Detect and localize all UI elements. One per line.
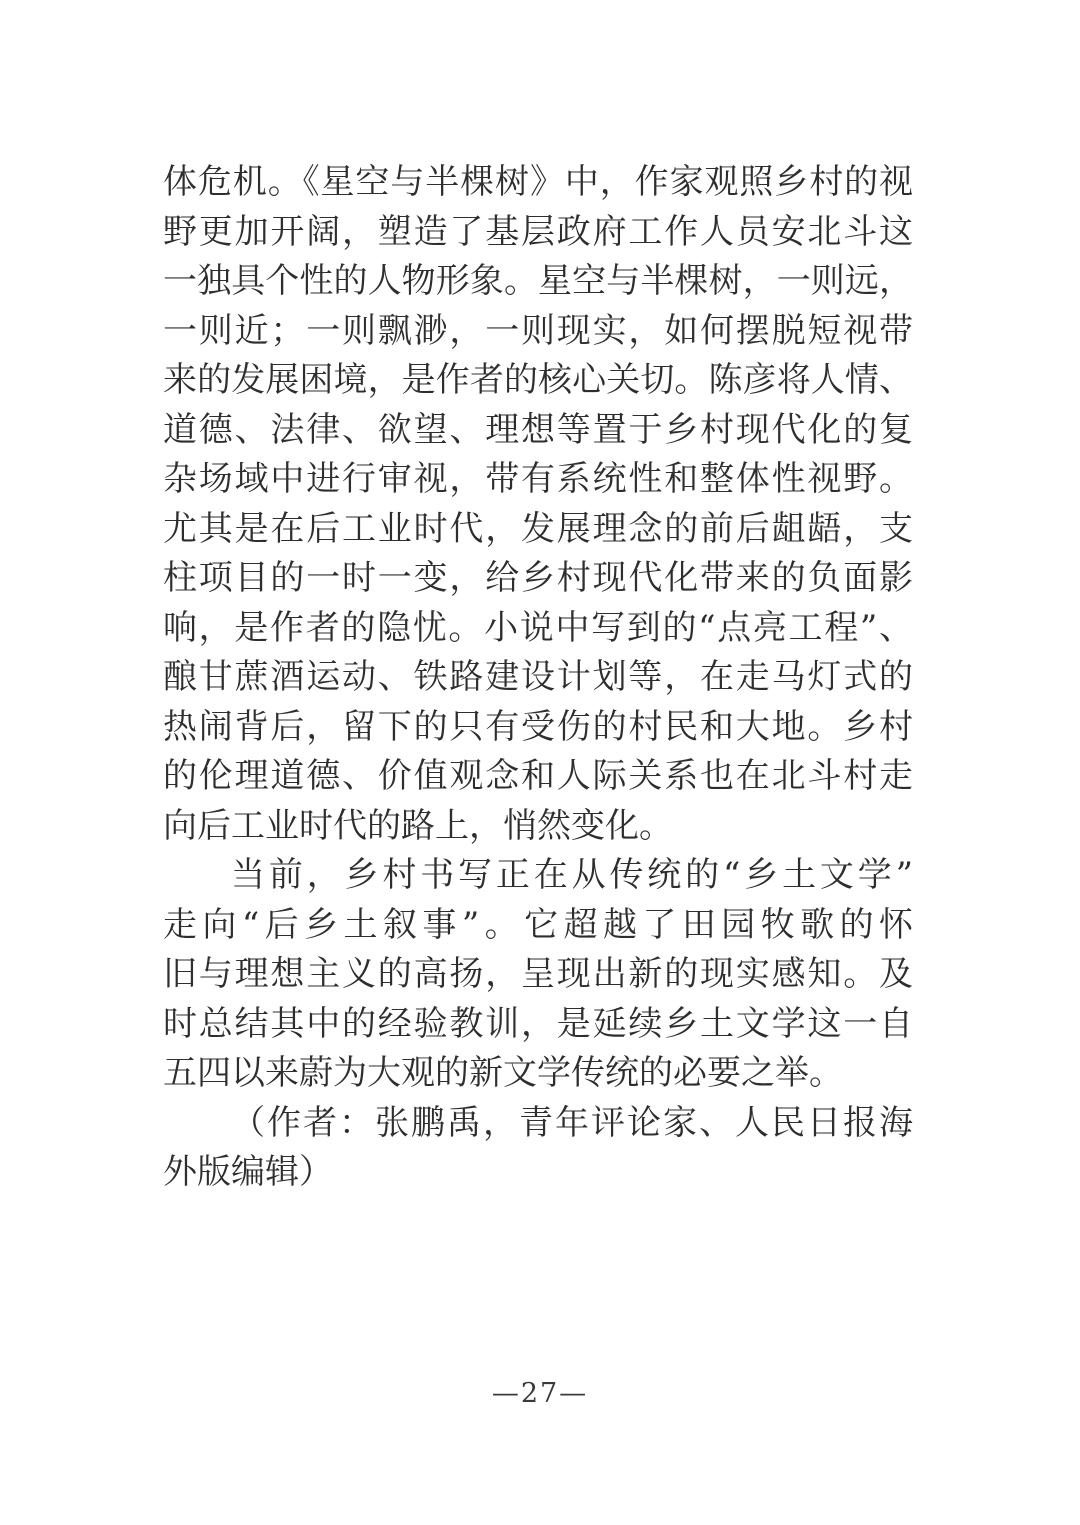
text-line: 杂场域中进行审视，带有系统性和整体性视野。 xyxy=(163,459,913,499)
text-line: 来的发展困境，是作者的核心关切。陈彦将人情、 xyxy=(163,360,913,400)
text-line: 野更加开阔，塑造了基层政府工作人员安北斗这 xyxy=(163,211,913,252)
text-line: 热闹背后，留下的只有受伤的村民和大地。乡村 xyxy=(163,706,913,747)
page-number: —27— xyxy=(491,1378,589,1409)
text-line: （作者：张鹏禹，青年评论家、人民日报海 xyxy=(231,1102,913,1143)
text-line: 一则近；一则飘渺，一则现实，如何摆脱短视带 xyxy=(163,310,913,351)
text-line: 响，是作者的隐忧。小说中写到的“点亮工程”、 xyxy=(163,607,913,648)
text-line: 当前，乡村书写正在从传统的“乡土文学” xyxy=(231,855,913,895)
text-line: 旧与理想主义的高扬，呈现出新的现实感知。及 xyxy=(163,954,913,994)
text-line: 一独具个性的人物形象。星空与半棵树，一则远， xyxy=(163,261,913,301)
body-text xyxy=(163,158,913,1198)
text-line: 时总结其中的经验教训，是延续乡土文学这一自 xyxy=(163,1003,913,1044)
text-line: 柱项目的一时一变，给乡村现代化带来的负面影 xyxy=(163,558,913,598)
text-line: 体危机。《星空与半棵树》中，作家观照乡村的视 xyxy=(163,162,913,202)
text-line: 的伦理道德、价值观念和人际关系也在北斗村走 xyxy=(163,756,913,796)
text-line: 五四以来蔚为大观的新文学传统的必要之举。 xyxy=(163,1053,843,1093)
text-line: 酿甘蔗酒运动、铁路建设计划等，在走马灯式的 xyxy=(163,657,913,697)
text-line: 道德、法律、欲望、理想等置于乡村现代化的复 xyxy=(163,409,913,450)
text-line: 尤其是在后工业时代，发展理念的前后龃龉，支 xyxy=(163,508,913,549)
text-line: 外版编辑） xyxy=(163,1152,333,1192)
text-line: 走向“后乡土叙事”。它超越了田园牧歌的怀 xyxy=(163,904,913,945)
text-line: 向后工业时代的路上，悄然变化。 xyxy=(163,805,673,846)
